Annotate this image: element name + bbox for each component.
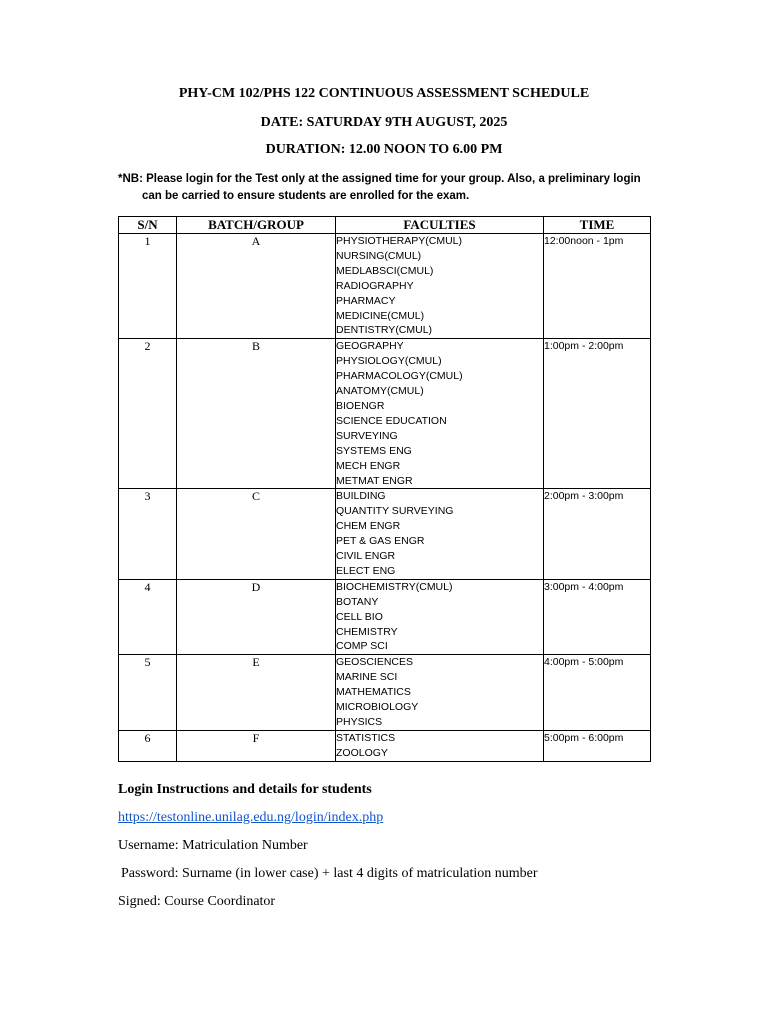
row-faculties bbox=[336, 579, 544, 655]
login-note-line-1: *NB: Please login for the Test only at the assigned time for your group. Also, a preliminary login bbox=[118, 173, 641, 185]
row-batch-group: B bbox=[177, 339, 336, 489]
table-row bbox=[119, 579, 651, 655]
faculty-item: COMP SCI bbox=[336, 640, 388, 653]
faculty-item: GEOGRAPHY bbox=[336, 340, 404, 353]
signature-line: Signed: Course Coordinator bbox=[118, 894, 276, 909]
document-title: PHY-CM 102/PHS 122 CONTINUOUS ASSESSMENT SCHEDULE bbox=[178, 86, 590, 101]
faculty-item: CHEM ENGR bbox=[336, 520, 401, 533]
row-sn: 6 bbox=[119, 730, 177, 761]
faculty-item: RADIOGRAPHY bbox=[336, 279, 414, 292]
row-time: 3:00pm - 4:00pm bbox=[544, 579, 651, 655]
faculty-item: PET & GAS ENGR bbox=[336, 535, 425, 548]
table-row bbox=[119, 489, 651, 579]
faculty-item: METMAT ENGR bbox=[336, 474, 413, 487]
row-batch-group: E bbox=[177, 655, 336, 731]
schedule-table bbox=[118, 216, 651, 762]
row-faculties bbox=[336, 489, 544, 579]
faculty-item: ANATOMY(CMUL) bbox=[336, 385, 424, 398]
faculty-item: SCIENCE EDUCATION bbox=[336, 414, 447, 427]
row-faculties bbox=[336, 730, 544, 761]
header-faculties: FACULTIES bbox=[336, 217, 544, 234]
faculty-item: CIVIL ENGR bbox=[336, 550, 396, 563]
exam-date: DATE: SATURDAY 9TH AUGUST, 2025 bbox=[260, 115, 508, 130]
faculty-item: PHYSIOLOGY(CMUL) bbox=[336, 355, 442, 368]
row-faculties bbox=[336, 339, 544, 489]
username-instruction: Username: Matriculation Number bbox=[118, 838, 308, 853]
row-time: 12:00noon - 1pm bbox=[544, 234, 651, 339]
header-batch-group: BATCH/GROUP bbox=[177, 217, 336, 234]
faculty-item: BOTANY bbox=[336, 595, 379, 608]
row-sn: 2 bbox=[119, 339, 177, 489]
table-row bbox=[119, 730, 651, 761]
faculty-item: NURSING(CMUL) bbox=[336, 249, 422, 262]
faculty-item: QUANTITY SURVEYING bbox=[336, 505, 454, 518]
faculty-item: BIOENGR bbox=[336, 399, 385, 412]
faculty-item: DENTISTRY(CMUL) bbox=[336, 324, 433, 337]
faculty-item: CHEMISTRY bbox=[336, 625, 398, 638]
row-sn: 3 bbox=[119, 489, 177, 579]
schedule-table-body bbox=[119, 234, 651, 762]
row-faculties bbox=[336, 234, 544, 339]
faculty-item: BUILDING bbox=[336, 490, 386, 503]
faculty-item: STATISTICS bbox=[336, 731, 396, 744]
faculty-item: MARINE SCI bbox=[336, 671, 398, 684]
login-note bbox=[118, 171, 648, 205]
header-sn: S/N bbox=[119, 217, 177, 234]
password-instruction: Password: Surname (in lower case) + last 4 digits of matriculation number bbox=[121, 866, 538, 881]
faculty-item: BIOCHEMISTRY(CMUL) bbox=[336, 580, 453, 593]
row-time: 5:00pm - 6:00pm bbox=[544, 730, 651, 761]
row-sn: 4 bbox=[119, 579, 177, 655]
faculty-item: MATHEMATICS bbox=[336, 686, 411, 699]
faculty-item: ELECT ENG bbox=[336, 564, 396, 577]
row-batch-group: D bbox=[177, 579, 336, 655]
faculty-item: MICROBIOLOGY bbox=[336, 701, 419, 714]
row-time: 4:00pm - 5:00pm bbox=[544, 655, 651, 731]
table-header-row bbox=[119, 217, 651, 234]
faculty-item: MEDICINE(CMUL) bbox=[336, 309, 425, 322]
row-batch-group: C bbox=[177, 489, 336, 579]
row-time: 1:00pm - 2:00pm bbox=[544, 339, 651, 489]
login-url-link[interactable]: https://testonline.unilag.edu.ng/login/index.php bbox=[118, 810, 384, 825]
table-row bbox=[119, 234, 651, 339]
row-sn: 5 bbox=[119, 655, 177, 731]
row-faculties bbox=[336, 655, 544, 731]
header-time: TIME bbox=[544, 217, 651, 234]
faculty-item: PHYSIOTHERAPY(CMUL) bbox=[336, 235, 463, 247]
table-row bbox=[119, 655, 651, 731]
row-sn: 1 bbox=[119, 234, 177, 339]
faculty-item: GEOSCIENCES bbox=[336, 656, 414, 669]
faculty-item: PHARMACY bbox=[336, 294, 396, 307]
faculty-item: CELL BIO bbox=[336, 610, 383, 623]
faculty-item: MEDLABSCI(CMUL) bbox=[336, 264, 434, 277]
faculty-item: SYSTEMS ENG bbox=[336, 444, 412, 457]
faculty-item: ZOOLOGY bbox=[336, 746, 388, 759]
faculty-item: PHARMACOLOGY(CMUL) bbox=[336, 370, 463, 383]
faculty-item: MECH ENGR bbox=[336, 459, 401, 472]
table-row bbox=[119, 339, 651, 489]
login-instructions-title: Login Instructions and details for students bbox=[118, 782, 372, 797]
exam-duration: DURATION: 12.00 NOON TO 6.00 PM bbox=[265, 142, 503, 157]
faculty-item: PHYSICS bbox=[336, 716, 383, 728]
faculty-item: SURVEYING bbox=[336, 429, 398, 442]
login-note-line-2: can be carried to ensure students are enrolled for the exam. bbox=[142, 190, 470, 202]
row-batch-group: F bbox=[177, 730, 336, 761]
row-time: 2:00pm - 3:00pm bbox=[544, 489, 651, 579]
row-batch-group: A bbox=[177, 234, 336, 339]
